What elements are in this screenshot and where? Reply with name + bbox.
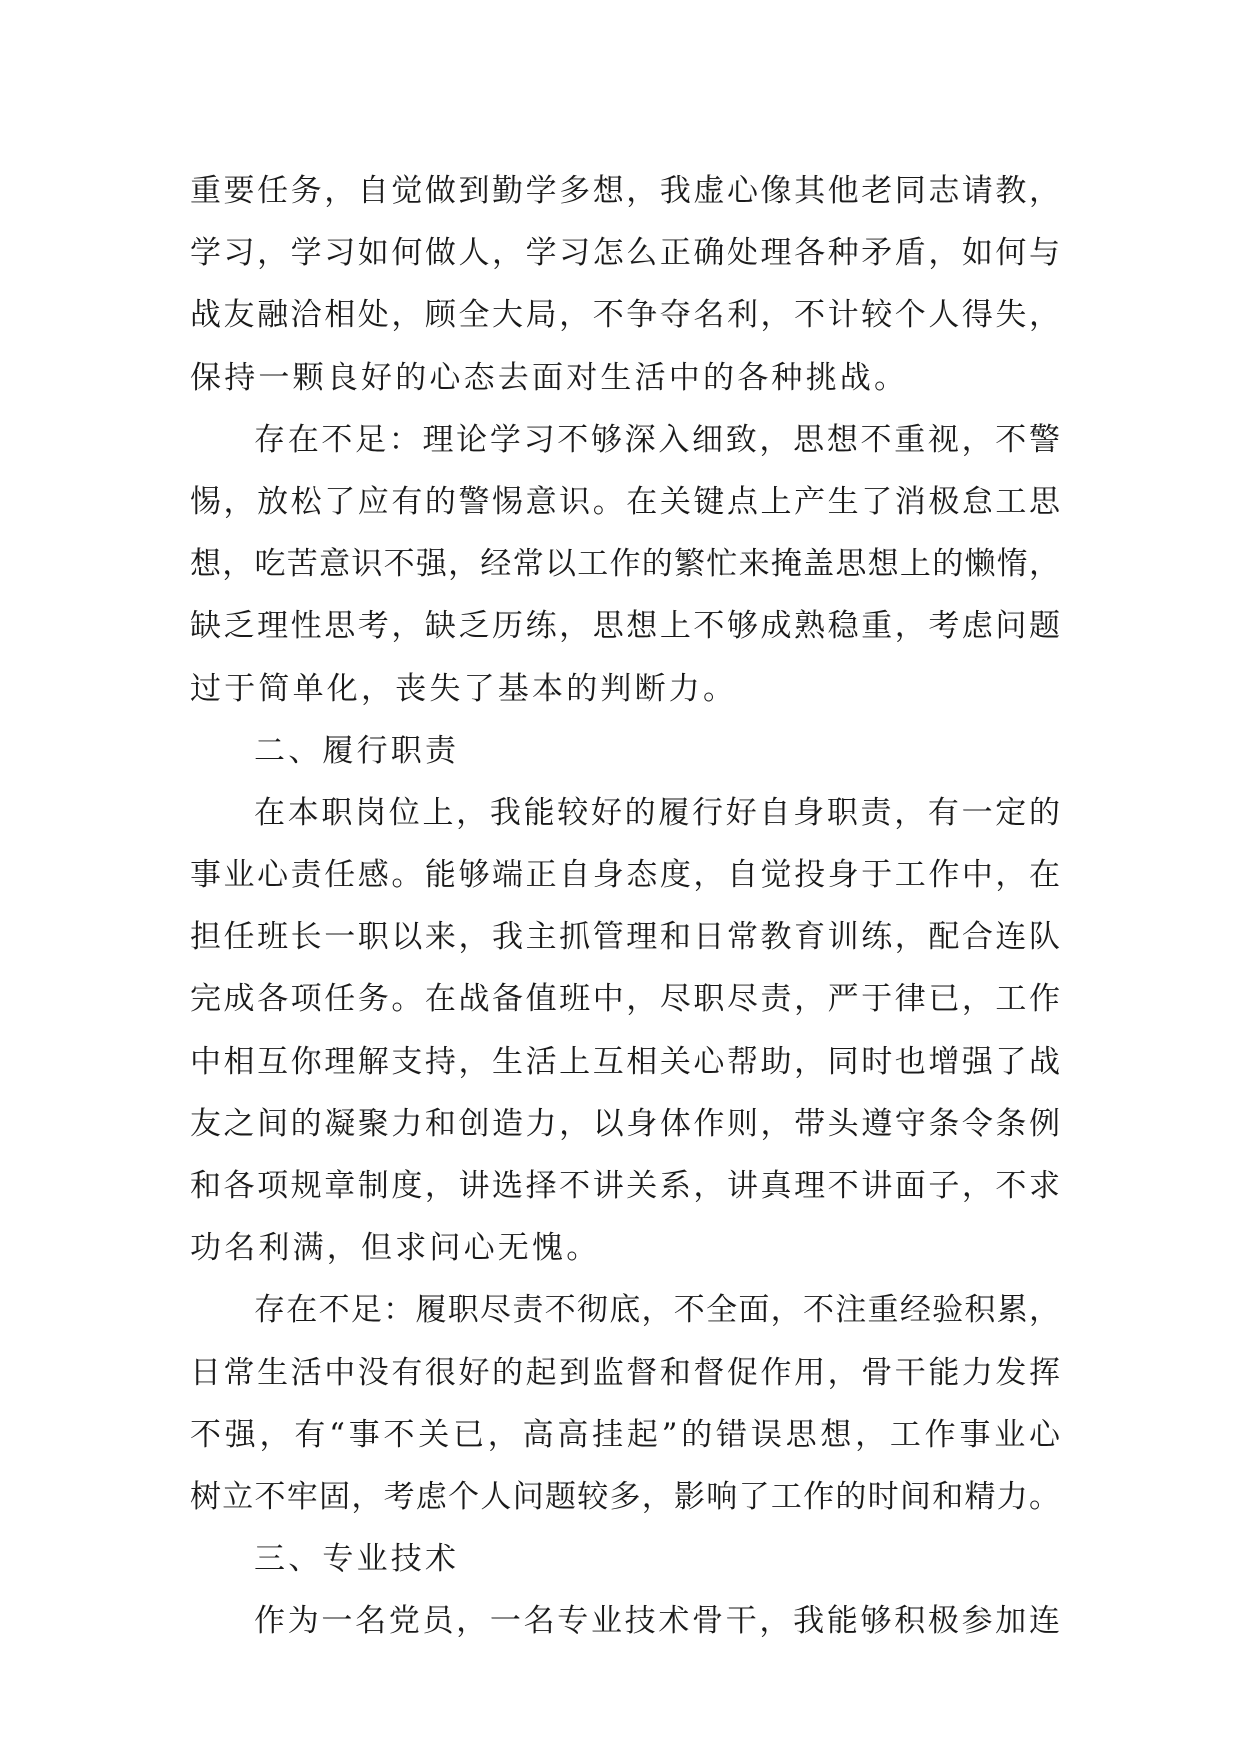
text-line: 缺乏理性思考，缺乏历练，思想上不够成熟稳重，考虑问题 xyxy=(190,608,1060,645)
text-line: 不强，有“事不关已，高高挂起”的错误思想，工作事业心 xyxy=(190,1416,1060,1453)
text-line: 日常生活中没有很好的起到监督和督促作用，骨干能力发挥 xyxy=(190,1354,1060,1391)
text-line: 学习，学习如何做人，学习怎么正确处理各种矛盾，如何与 xyxy=(190,235,1060,272)
text-line: 重要任务，自觉做到勤学多想，我虚心像其他老同志请教， xyxy=(190,173,1060,209)
text-line: 完成各项任务。在战备值班中，尽职尽责，严于律已，工作 xyxy=(190,981,1060,1018)
text-line: 友之间的凝聚力和创造力，以身体作则，带头遵守条令条例 xyxy=(190,1105,1060,1142)
text-line: 作为一名党员，一名专业技术骨干，我能够积极参加连 xyxy=(254,1603,1060,1640)
text-line: 想，吃苦意识不强，经常以工作的繁忙来掩盖思想上的懒惰， xyxy=(190,546,1060,583)
section-heading: 二、履行职责 xyxy=(254,732,460,769)
text-line: 保持一颗良好的心态去面对生活中的各种挑战。 xyxy=(190,359,909,396)
text-line: 存在不足：履职尽责不彻底，不全面，不注重经验积累， xyxy=(254,1292,1060,1329)
text-line: 过于简单化，丧失了基本的判断力。 xyxy=(190,670,738,707)
text-line: 和各项规章制度，讲选择不讲关系，讲真理不讲面子，不求 xyxy=(190,1168,1060,1204)
document-body xyxy=(190,160,1060,1653)
section-heading: 三、专业技术 xyxy=(254,1541,460,1578)
text-line: 中相互你理解支持，生活上互相关心帮助，同时也增强了战 xyxy=(190,1043,1060,1080)
text-line: 惕，放松了应有的警惕意识。在关键点上产生了消极怠工思 xyxy=(190,483,1060,520)
text-line: 担任班长一职以来，我主抓管理和日常教育训练，配合连队 xyxy=(190,919,1060,956)
text-line: 在本职岗位上，我能较好的履行好自身职责，有一定的 xyxy=(254,794,1060,831)
text-line: 功名利满，但求问心无愧。 xyxy=(190,1230,601,1267)
text-line: 事业心责任感。能够端正自身态度，自觉投身于工作中，在 xyxy=(190,857,1060,894)
text-line: 战友融洽相处，顾全大局，不争夺名利，不计较个人得失， xyxy=(190,297,1060,334)
text-line: 存在不足：理论学习不够深入细致，思想不重视，不警 xyxy=(254,421,1060,458)
text-line: 树立不牢固，考虑个人问题较多，影响了工作的时间和精力。 xyxy=(190,1478,1060,1515)
